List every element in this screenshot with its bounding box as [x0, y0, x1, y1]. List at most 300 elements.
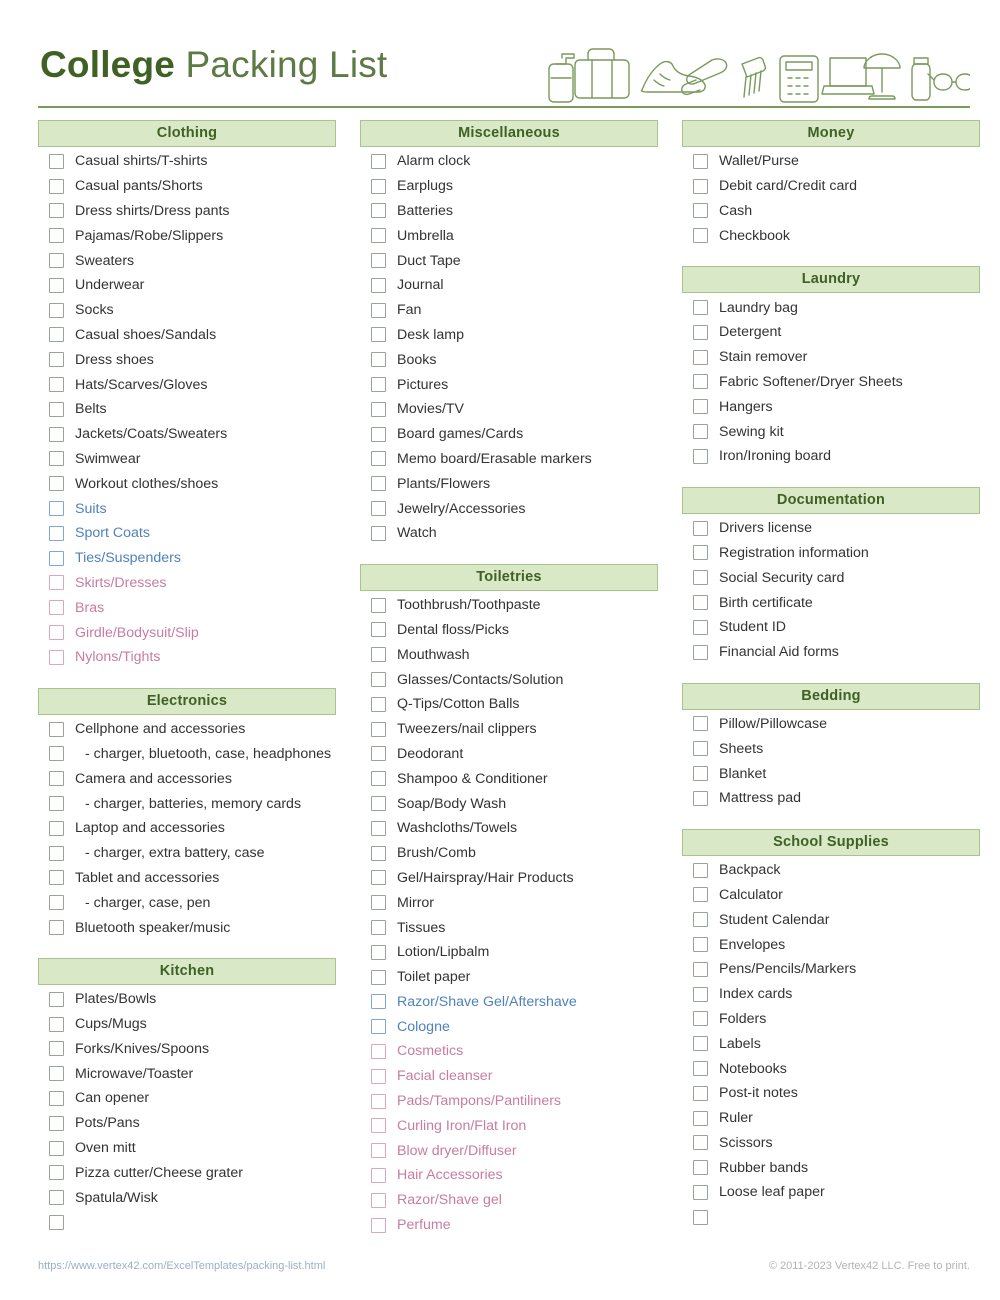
checkbox-icon[interactable]: [49, 920, 64, 935]
checklist-item[interactable]: [682, 174, 980, 199]
checkbox-icon[interactable]: [49, 451, 64, 466]
checklist-item-label: Wallet/Purse: [719, 153, 799, 170]
checklist-item[interactable]: [682, 565, 980, 590]
checklist-item[interactable]: [38, 766, 336, 791]
checkbox-icon[interactable]: [693, 449, 708, 464]
checklist-item[interactable]: [360, 149, 658, 174]
checklist-item[interactable]: [38, 571, 336, 596]
checkbox-icon[interactable]: [49, 1091, 64, 1106]
checklist-item[interactable]: [682, 419, 980, 444]
checklist-item[interactable]: [360, 1064, 658, 1089]
checkbox-icon[interactable]: [693, 716, 708, 731]
checkbox-icon[interactable]: [49, 1066, 64, 1081]
checklist-item-label: Pizza cutter/Cheese grater: [75, 1164, 243, 1181]
checklist-item[interactable]: [682, 1007, 980, 1032]
checklist-item-label: Girdle/Bodysuit/Slip: [75, 624, 199, 641]
checkbox-icon[interactable]: [371, 870, 386, 885]
checkbox-icon[interactable]: [693, 1210, 708, 1225]
checklist-item-label: Jewelry/Accessories: [397, 500, 526, 517]
checklist-item[interactable]: [38, 223, 336, 248]
checklist-item[interactable]: [360, 422, 658, 447]
checklist-item[interactable]: [360, 273, 658, 298]
checkbox-icon[interactable]: [49, 992, 64, 1007]
checklist-item[interactable]: [38, 1136, 336, 1161]
header-divider: [38, 106, 970, 108]
checklist-item[interactable]: [682, 1180, 980, 1205]
checklist-item[interactable]: [682, 590, 980, 615]
checkbox-icon[interactable]: [371, 697, 386, 712]
checklist-item-label: Labels: [719, 1035, 761, 1052]
checklist-item[interactable]: [682, 199, 980, 224]
checklist-item[interactable]: [360, 717, 658, 742]
checkbox-icon[interactable]: [693, 203, 708, 218]
checkbox-icon[interactable]: [693, 424, 708, 439]
checkbox-icon[interactable]: [49, 1215, 64, 1230]
checkbox-icon[interactable]: [371, 1118, 386, 1133]
checklist-item-label: Workout clothes/shoes: [75, 475, 219, 492]
checklist-item[interactable]: [360, 618, 658, 643]
checkbox-icon[interactable]: [371, 945, 386, 960]
checklist-item-label: Washcloths/Towels: [397, 820, 518, 837]
checklist-section: [360, 120, 658, 546]
checkbox-icon[interactable]: [693, 545, 708, 560]
checklist-item-label: Curling Iron/Flat Iron: [397, 1117, 527, 1134]
checkbox-icon[interactable]: [693, 912, 708, 927]
section-title: Toiletries: [360, 564, 658, 591]
checklist-item[interactable]: [38, 521, 336, 546]
checkbox-icon[interactable]: [371, 1193, 386, 1208]
section-item-list: [682, 149, 980, 248]
checkbox-icon[interactable]: [371, 451, 386, 466]
checklist-item[interactable]: [360, 1138, 658, 1163]
checklist-item[interactable]: [360, 1188, 658, 1213]
checklist-item-label: Birth certificate: [719, 594, 813, 611]
checklist-item[interactable]: [682, 736, 980, 761]
checkbox-icon[interactable]: [693, 374, 708, 389]
checklist-item[interactable]: [360, 298, 658, 323]
checklist-item[interactable]: [682, 320, 980, 345]
checkbox-icon[interactable]: [49, 402, 64, 417]
checkbox-icon[interactable]: [693, 1061, 708, 1076]
checkbox-icon[interactable]: [693, 179, 708, 194]
checkbox-icon[interactable]: [693, 154, 708, 169]
checkbox-icon[interactable]: [693, 1135, 708, 1150]
checklist-item[interactable]: [682, 295, 980, 320]
checkbox-icon[interactable]: [49, 501, 64, 516]
checklist-item[interactable]: [38, 397, 336, 422]
travel-items-illustration-icon: [530, 34, 970, 106]
checklist-item[interactable]: [38, 248, 336, 273]
checklist-item[interactable]: [682, 541, 980, 566]
checklist-item[interactable]: [360, 496, 658, 521]
checkbox-icon[interactable]: [49, 377, 64, 392]
checklist-column: [682, 120, 980, 1255]
checklist-item[interactable]: [682, 149, 980, 174]
checkbox-icon[interactable]: [371, 1094, 386, 1109]
checklist-item[interactable]: [682, 932, 980, 957]
checklist-section: [682, 266, 980, 469]
checklist-item[interactable]: [682, 1106, 980, 1131]
checklist-item[interactable]: [38, 816, 336, 841]
checklist-item-label: Gel/Hairspray/Hair Products: [397, 869, 574, 886]
checklist-item[interactable]: [360, 915, 658, 940]
checkbox-icon[interactable]: [693, 1036, 708, 1051]
checklist-item[interactable]: [38, 915, 336, 940]
checkbox-icon[interactable]: [371, 203, 386, 218]
checklist-item[interactable]: [38, 1061, 336, 1086]
checklist-item-label: Sport Coats: [75, 525, 150, 542]
section-title: Money: [682, 120, 980, 147]
checkbox-icon[interactable]: [49, 1165, 64, 1180]
checklist-item-label: Forks/Knives/Spoons: [75, 1040, 210, 1057]
section-title: Kitchen: [38, 958, 336, 985]
checklist-item-label: Checkbook: [719, 227, 790, 244]
checklist-item-label: Movies/TV: [397, 401, 465, 418]
checklist-item[interactable]: [360, 1213, 658, 1238]
checklist-item-label: Laptop and accessories: [75, 820, 225, 837]
checkbox-icon[interactable]: [693, 791, 708, 806]
checklist-item-label: Bluetooth speaker/music: [75, 919, 231, 936]
checklist-item[interactable]: [38, 372, 336, 397]
checkbox-icon[interactable]: [693, 987, 708, 1002]
checklist-item-label: Post-it notes: [719, 1085, 798, 1102]
checklist-item[interactable]: [38, 717, 336, 742]
checklist-item-label: Detergent: [719, 324, 782, 341]
checklist-item[interactable]: [38, 1012, 336, 1037]
checkbox-icon[interactable]: [693, 863, 708, 878]
checklist-item-label: Blow dryer/Diffuser: [397, 1142, 517, 1159]
checkbox-icon[interactable]: [693, 521, 708, 536]
checkbox-icon[interactable]: [693, 1185, 708, 1200]
checkbox-icon[interactable]: [49, 1190, 64, 1205]
checklist-item[interactable]: [38, 890, 336, 915]
checklist-item[interactable]: [360, 223, 658, 248]
checklist-item[interactable]: [682, 1155, 980, 1180]
checklist-item[interactable]: [682, 1031, 980, 1056]
checkbox-icon[interactable]: [49, 821, 64, 836]
checklist-item[interactable]: [360, 521, 658, 546]
checklist-section: [682, 683, 980, 811]
checkbox-icon[interactable]: [693, 399, 708, 414]
checklist-item[interactable]: [682, 982, 980, 1007]
checklist-item[interactable]: [360, 816, 658, 841]
checkbox-icon[interactable]: [49, 179, 64, 194]
checklist-item[interactable]: [360, 1089, 658, 1114]
checkbox-icon[interactable]: [49, 476, 64, 491]
checklist-item[interactable]: [682, 223, 980, 248]
checklist-item-label: Mirror: [397, 894, 435, 911]
checkbox-icon[interactable]: [371, 598, 386, 613]
checklist-item[interactable]: [38, 471, 336, 496]
checklist-item[interactable]: [360, 965, 658, 990]
checkbox-icon[interactable]: [693, 937, 708, 952]
checklist-item[interactable]: [38, 496, 336, 521]
checklist-item[interactable]: [38, 298, 336, 323]
checklist-item-label: Sheets: [719, 740, 764, 757]
checklist-item[interactable]: [38, 595, 336, 620]
checklist-item[interactable]: [360, 742, 658, 767]
checkbox-icon[interactable]: [371, 846, 386, 861]
checkbox-icon[interactable]: [693, 228, 708, 243]
section-title: Documentation: [682, 487, 980, 514]
checkbox-icon[interactable]: [371, 647, 386, 662]
checklist-item[interactable]: [682, 712, 980, 737]
checklist-item[interactable]: [360, 667, 658, 692]
checklist-item[interactable]: [360, 692, 658, 717]
checkbox-icon[interactable]: [371, 920, 386, 935]
checklist-item-label: Jackets/Coats/Sweaters: [75, 426, 228, 443]
checklist-item-label: Q-Tips/Cotton Balls: [397, 696, 520, 713]
footer-copyright: © 2011-2023 Vertex42 LLC. Free to print.: [768, 1260, 970, 1272]
checkbox-icon[interactable]: [49, 870, 64, 885]
checkbox-icon[interactable]: [371, 228, 386, 243]
checkbox-icon[interactable]: [49, 846, 64, 861]
checklist-columns: [30, 120, 970, 1255]
checkbox-icon[interactable]: [371, 427, 386, 442]
checkbox-icon[interactable]: [371, 1019, 386, 1034]
checkbox-icon[interactable]: [371, 622, 386, 637]
checklist-item[interactable]: [38, 323, 336, 348]
checkbox-icon[interactable]: [371, 771, 386, 786]
checkbox-icon[interactable]: [49, 1041, 64, 1056]
checklist-item-label: Glasses/Contacts/Solution: [397, 671, 564, 688]
checkbox-icon[interactable]: [371, 970, 386, 985]
checkbox-icon[interactable]: [49, 600, 64, 615]
page-title-bold: College: [40, 44, 176, 85]
checklist-item[interactable]: [38, 546, 336, 571]
checkbox-icon[interactable]: [49, 303, 64, 318]
checklist-item[interactable]: [38, 742, 336, 767]
checklist-item-label: Cellphone and accessories: [75, 721, 246, 738]
checklist-item[interactable]: [38, 1160, 336, 1185]
checkbox-icon[interactable]: [371, 501, 386, 516]
checkbox-icon[interactable]: [371, 895, 386, 910]
checklist-item[interactable]: [360, 890, 658, 915]
checklist-section: [38, 958, 336, 1235]
checkbox-icon[interactable]: [371, 1218, 386, 1233]
checkbox-icon[interactable]: [49, 746, 64, 761]
checklist-item[interactable]: [360, 323, 658, 348]
checkbox-icon[interactable]: [371, 476, 386, 491]
page-footer: [38, 1260, 970, 1272]
checkbox-icon[interactable]: [693, 1011, 708, 1026]
checkbox-icon[interactable]: [49, 575, 64, 590]
checklist-item-label: Ties/Suspenders: [75, 550, 181, 567]
checkbox-icon[interactable]: [49, 228, 64, 243]
checklist-item[interactable]: [360, 447, 658, 472]
checklist-item-label: Stain remover: [719, 349, 808, 366]
checkbox-icon[interactable]: [49, 625, 64, 640]
checkbox-icon[interactable]: [371, 746, 386, 761]
checklist-item[interactable]: [360, 199, 658, 224]
checkbox-icon[interactable]: [371, 796, 386, 811]
checklist-item[interactable]: [360, 841, 658, 866]
checkbox-icon[interactable]: [693, 570, 708, 585]
checkbox-icon[interactable]: [371, 1044, 386, 1059]
checkbox-icon[interactable]: [49, 796, 64, 811]
checkbox-icon[interactable]: [371, 327, 386, 342]
checkbox-icon[interactable]: [693, 962, 708, 977]
checklist-item[interactable]: [38, 791, 336, 816]
checklist-item[interactable]: [360, 791, 658, 816]
checkbox-icon[interactable]: [371, 821, 386, 836]
checkbox-icon[interactable]: [49, 278, 64, 293]
checklist-item[interactable]: [682, 761, 980, 786]
checkbox-icon[interactable]: [693, 325, 708, 340]
checklist-item[interactable]: [682, 516, 980, 541]
checkbox-icon[interactable]: [49, 1141, 64, 1156]
checklist-item[interactable]: [360, 347, 658, 372]
checklist-item-label: Pajamas/Robe/Slippers: [75, 227, 224, 244]
checkbox-icon[interactable]: [49, 352, 64, 367]
checklist-item[interactable]: [682, 394, 980, 419]
checkbox-icon[interactable]: [371, 1143, 386, 1158]
checklist-item[interactable]: [360, 1163, 658, 1188]
checklist-item[interactable]: [38, 1185, 336, 1210]
checkbox-icon[interactable]: [693, 300, 708, 315]
checkbox-icon[interactable]: [693, 1160, 708, 1175]
checklist-item[interactable]: [38, 987, 336, 1012]
checklist-item[interactable]: [682, 907, 980, 932]
checklist-item[interactable]: [682, 858, 980, 883]
checkbox-icon[interactable]: [371, 1069, 386, 1084]
checklist-item[interactable]: [38, 866, 336, 891]
checklist-item-label: Bras: [75, 599, 105, 616]
section-item-list: [682, 712, 980, 811]
checklist-item[interactable]: [682, 1081, 980, 1106]
checkbox-icon[interactable]: [371, 303, 386, 318]
checkbox-icon[interactable]: [371, 672, 386, 687]
checkbox-icon[interactable]: [49, 895, 64, 910]
checkbox-icon[interactable]: [49, 154, 64, 169]
checklist-item[interactable]: [360, 248, 658, 273]
checkbox-icon[interactable]: [49, 327, 64, 342]
checklist-item-label: Pens/Pencils/Markers: [719, 961, 857, 978]
checklist-item[interactable]: [682, 1056, 980, 1081]
checkbox-icon[interactable]: [49, 1116, 64, 1131]
checklist-item[interactable]: [682, 640, 980, 665]
checklist-item[interactable]: [360, 766, 658, 791]
checklist-item[interactable]: [38, 1210, 336, 1235]
checklist-item[interactable]: [38, 841, 336, 866]
checklist-item[interactable]: [38, 645, 336, 670]
checklist-item[interactable]: [38, 174, 336, 199]
checkbox-icon[interactable]: [693, 766, 708, 781]
checkbox-icon[interactable]: [371, 722, 386, 737]
checkbox-icon[interactable]: [371, 994, 386, 1009]
checkbox-icon[interactable]: [49, 1017, 64, 1032]
checklist-item[interactable]: [682, 444, 980, 469]
checklist-item-label: Casual shirts/T-shirts: [75, 153, 208, 170]
checklist-item[interactable]: [682, 615, 980, 640]
checklist-item[interactable]: [682, 1205, 980, 1230]
checkbox-icon[interactable]: [371, 278, 386, 293]
checkbox-icon[interactable]: [693, 645, 708, 660]
checklist-item[interactable]: [360, 593, 658, 618]
checklist-item[interactable]: [38, 620, 336, 645]
checkbox-icon[interactable]: [49, 203, 64, 218]
checklist-item[interactable]: [682, 1131, 980, 1156]
checkbox-icon[interactable]: [693, 741, 708, 756]
checkbox-icon[interactable]: [693, 595, 708, 610]
section-item-list: [360, 149, 658, 546]
checklist-item[interactable]: [682, 883, 980, 908]
checklist-section: [682, 829, 980, 1230]
checklist-item[interactable]: [38, 199, 336, 224]
checklist-item[interactable]: [682, 957, 980, 982]
checkbox-icon[interactable]: [693, 1111, 708, 1126]
checklist-item[interactable]: [360, 174, 658, 199]
checklist-item[interactable]: [360, 397, 658, 422]
checklist-item[interactable]: [38, 149, 336, 174]
checklist-item[interactable]: [360, 1113, 658, 1138]
checkbox-icon[interactable]: [371, 154, 386, 169]
checklist-item-label: Razor/Shave gel: [397, 1192, 502, 1209]
checkbox-icon[interactable]: [371, 402, 386, 417]
checklist-item[interactable]: [360, 642, 658, 667]
checkbox-icon[interactable]: [693, 1086, 708, 1101]
checkbox-icon[interactable]: [371, 1168, 386, 1183]
checklist-item[interactable]: [360, 372, 658, 397]
checkbox-icon[interactable]: [371, 253, 386, 268]
checklist-item-label: Tablet and accessories: [75, 869, 220, 886]
checklist-item-label: Backpack: [719, 862, 781, 879]
section-item-list: [682, 858, 980, 1230]
checklist-item-label: Earplugs: [397, 178, 453, 195]
checklist-item-label: Brush/Comb: [397, 845, 476, 862]
checklist-item[interactable]: [38, 347, 336, 372]
checklist-item[interactable]: [360, 1014, 658, 1039]
checkbox-icon[interactable]: [49, 551, 64, 566]
checkbox-icon[interactable]: [49, 526, 64, 541]
checklist-item-label: Books: [397, 351, 437, 368]
checklist-item[interactable]: [360, 940, 658, 965]
checklist-item[interactable]: [682, 786, 980, 811]
checkbox-icon[interactable]: [49, 650, 64, 665]
checkbox-icon[interactable]: [49, 253, 64, 268]
checklist-item-label: Debit card/Credit card: [719, 178, 857, 195]
checklist-item-label: Registration information: [719, 544, 869, 561]
checkbox-icon[interactable]: [693, 887, 708, 902]
checklist-item-label: - charger, case, pen: [85, 894, 211, 911]
checklist-item[interactable]: [360, 471, 658, 496]
checklist-item[interactable]: [682, 345, 980, 370]
checkbox-icon[interactable]: [49, 427, 64, 442]
checklist-item[interactable]: [360, 990, 658, 1015]
checkbox-icon[interactable]: [49, 771, 64, 786]
checkbox-icon[interactable]: [49, 722, 64, 737]
checklist-item[interactable]: [38, 273, 336, 298]
checklist-item[interactable]: [38, 1086, 336, 1111]
footer-link[interactable]: https://www.vertex42.com/ExcelTemplates/packing-list.html: [38, 1260, 326, 1272]
checklist-item[interactable]: [38, 422, 336, 447]
checkbox-icon[interactable]: [693, 350, 708, 365]
checkbox-icon[interactable]: [693, 620, 708, 635]
checkbox-icon[interactable]: [371, 352, 386, 367]
checklist-item[interactable]: [38, 1037, 336, 1062]
checklist-item[interactable]: [360, 1039, 658, 1064]
checklist-item[interactable]: [682, 370, 980, 395]
checkbox-icon[interactable]: [371, 526, 386, 541]
checklist-item[interactable]: [360, 866, 658, 891]
checkbox-icon[interactable]: [371, 377, 386, 392]
checklist-section: [38, 688, 336, 940]
checklist-item[interactable]: [38, 1111, 336, 1136]
checkbox-icon[interactable]: [371, 179, 386, 194]
checklist-item-label: Batteries: [397, 202, 453, 219]
checklist-item-label: Casual pants/Shorts: [75, 178, 203, 195]
checklist-item[interactable]: [38, 447, 336, 472]
